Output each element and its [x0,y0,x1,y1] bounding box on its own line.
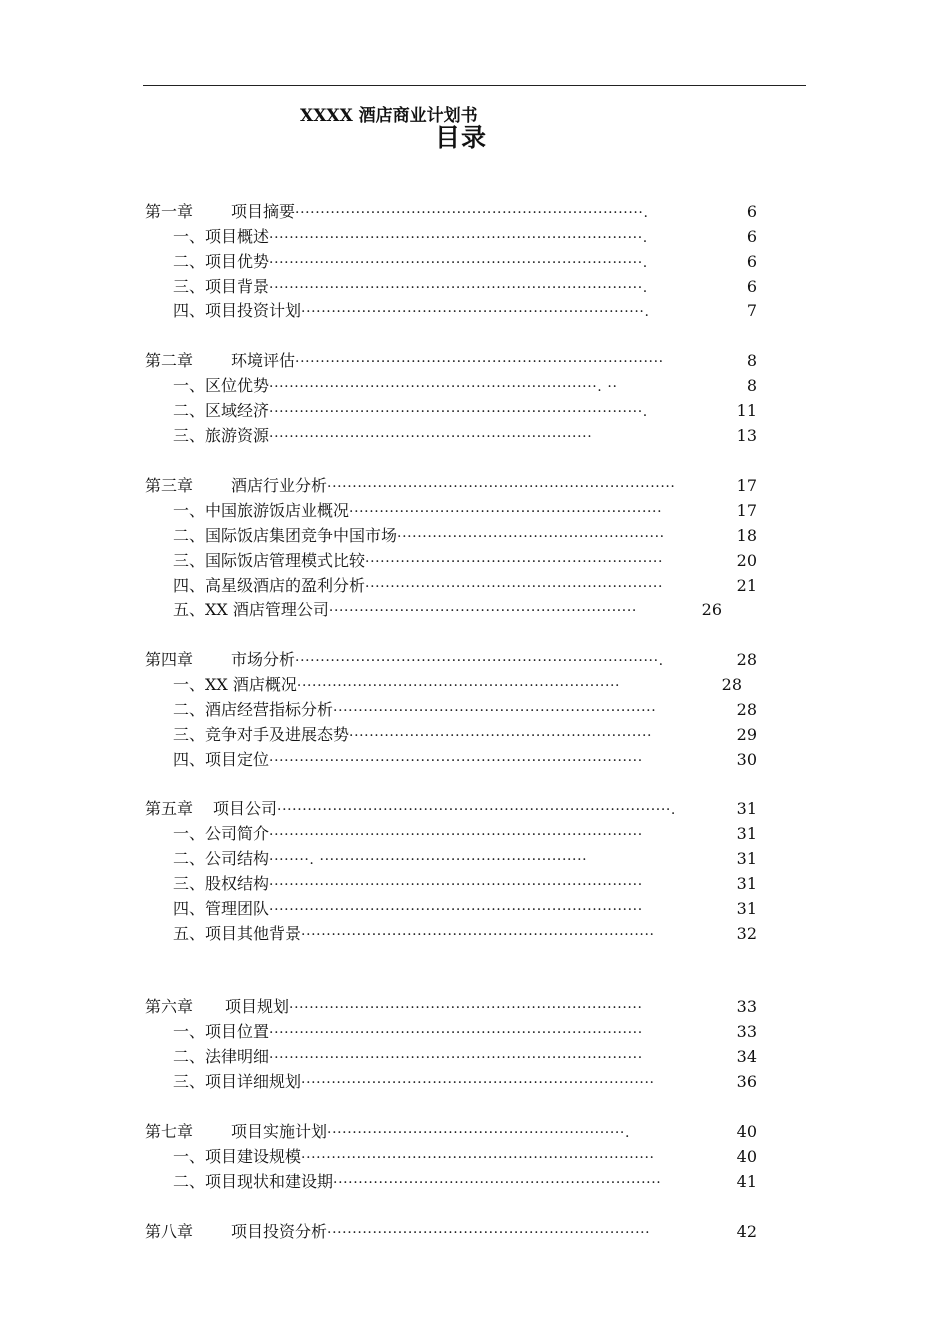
toc-entry-label [173,1047,269,1067]
toc-entry-label [173,899,269,919]
toc-section-entry[interactable] [173,426,757,446]
dot-leader: ······································································ [301,927,655,943]
chapter-number: 第八章 [145,1222,194,1241]
toc-entry-label [173,551,365,571]
section-title: 股权结构 [205,874,270,893]
toc-section-entry[interactable] [173,899,757,919]
page-number: 31 [736,824,757,843]
section-title: 旅游资源 [205,426,270,445]
section-number: 一、 [173,501,206,520]
toc-section-entry[interactable] [173,401,757,421]
section-title: 项目建设规模 [205,1147,302,1166]
toc-entry-label [145,202,295,222]
document-title: XXXX 酒店商业计划书 [300,106,478,126]
chapter-number: 第一章 [145,202,194,221]
toc-entry-label [173,376,269,396]
toc-entry-label [145,476,327,496]
page-number: 17 [736,476,757,495]
page-number: 26 [701,600,722,619]
toc-entry-label [173,700,333,720]
section-title: 公司结构 [205,849,270,868]
page-number: 42 [736,1222,757,1241]
chapter-title: 项目实施计划 [231,1122,328,1141]
section-number: 四、 [173,301,206,320]
toc-section-entry[interactable] [173,576,757,596]
toc-entry-label [173,501,349,521]
toc-section-entry[interactable] [173,252,757,272]
chapter-number: 第四章 [145,650,194,669]
toc-entry-label [173,1072,301,1092]
dot-leader: ······························································ [349,504,663,520]
page-number: 6 [746,202,757,221]
chapter-title: 项目投资分析 [231,1222,328,1241]
page-number: 8 [746,351,757,370]
section-number: 四、 [173,750,206,769]
section-title: 酒店经营指标分析 [205,700,334,719]
dot-leader: ····················································· [397,529,665,545]
page-number: 32 [736,924,757,943]
toc-section-entry[interactable] [173,277,757,297]
chapter-number: 第六章 [145,997,194,1016]
toc-section-entry[interactable] [173,227,757,247]
toc-section-entry[interactable] [173,675,742,695]
toc-section-entry[interactable] [173,824,757,844]
toc-entry-label [173,227,269,247]
section-title: 公司简介 [205,824,270,843]
page-number: 31 [736,874,757,893]
section-number: 三、 [173,426,206,445]
section-number: 二、 [173,401,206,420]
section-number: 一、 [173,1022,206,1041]
section-number: 三、 [173,551,206,570]
toc-chapter-entry[interactable] [145,1222,757,1242]
toc-section-entry[interactable] [173,725,757,745]
dot-leader: ····································································. [301,304,650,320]
section-number: 二、 [173,1047,206,1066]
toc-section-entry[interactable] [173,1147,757,1167]
section-number: 二、 [173,1172,206,1191]
toc-section-entry[interactable] [173,376,757,396]
dot-leader: ····································································· [327,479,676,495]
toc-section-entry[interactable] [173,1172,757,1192]
chapter-number: 第七章 [145,1122,194,1141]
section-title: 项目背景 [205,277,270,296]
toc-entry-label [173,750,269,770]
toc-entry-label [145,997,289,1017]
toc-entry-label [145,351,295,371]
section-title: 项目优势 [205,252,270,271]
section-title: 高星级酒店的盈利分析 [205,576,366,595]
section-number: 一、 [173,227,206,246]
dot-leader: ·········································································· [269,753,643,769]
section-title: 项目位置 [205,1022,270,1041]
section-number: 一、 [173,376,206,395]
page-number: 28 [736,650,757,669]
page-number: 7 [746,301,757,320]
toc-section-entry[interactable] [173,700,757,720]
section-title: 项目定位 [205,750,270,769]
toc-entry-label [173,824,269,844]
page-number: 34 [736,1047,757,1066]
toc-entry-label [173,526,397,546]
toc-section-entry[interactable] [173,874,757,894]
dot-leader: ········. ····················································· [269,852,588,868]
page-number: 30 [736,750,757,769]
section-number: 三、 [173,1072,206,1091]
toc-heading: 目录 [435,123,488,152]
section-number: 二、 [173,700,206,719]
toc-section-entry[interactable] [173,924,757,944]
toc-section-entry[interactable] [173,501,757,521]
dot-leader: ···························································. [327,1125,631,1141]
dot-leader: ·········································································· [269,1025,643,1041]
toc-entry-label [173,725,349,745]
section-title: 国际饭店管理模式比较 [205,551,366,570]
page-number: 31 [736,849,757,868]
section-title: 法律明细 [205,1047,270,1066]
toc-chapter-entry[interactable] [145,476,757,496]
dot-leader: ································································· [333,1175,662,1191]
toc-entry-label [173,426,269,446]
toc-entry-label [173,675,297,695]
dot-leader: ······································································ [301,1075,655,1091]
chapter-title: 市场分析 [231,650,296,669]
section-number: 三、 [173,277,206,296]
section-title: 项目投资计划 [205,301,302,320]
dot-leader: ··········································································. [269,255,648,271]
toc-entry-label [173,301,301,321]
dot-leader: ··························································· [365,579,663,595]
section-number: 一、 [173,675,206,694]
dot-leader: ·········································································· [269,877,643,893]
section-title: 区域经济 [205,401,270,420]
section-title: 国际饭店集团竞争中国市场 [205,526,398,545]
toc-entry-label [173,924,301,944]
section-number: 二、 [173,252,206,271]
page-number: 33 [736,997,757,1016]
section-number: 二、 [173,849,206,868]
toc-entry-label [173,1022,269,1042]
chapter-title: 环境评估 [231,351,296,370]
toc-chapter-entry[interactable] [145,351,757,371]
section-title: 项目详细规划 [205,1072,302,1091]
toc-entry-label [145,650,295,670]
toc-section-entry[interactable] [173,1022,757,1042]
chapter-title: 项目摘要 [231,202,296,221]
page-number: 6 [746,227,757,246]
toc-entry-label [173,401,269,421]
dot-leader: ·································································. ·· [269,379,618,395]
page-number: 28 [721,675,742,694]
page-number: 8 [746,376,757,395]
page-number: 18 [736,526,757,545]
toc-entry-label [173,874,269,894]
chapter-title: 项目规划 [225,997,290,1016]
toc-section-entry[interactable] [173,301,757,321]
section-title: XX 酒店管理公司 [205,600,329,619]
toc-entry-label [173,277,269,297]
section-title: 区位优势 [205,376,270,395]
section-title: 项目现状和建设期 [205,1172,334,1191]
section-title: 项目其他背景 [205,924,302,943]
page-number: 11 [736,401,757,420]
toc-chapter-entry[interactable] [145,1122,757,1142]
page-number: 33 [736,1022,757,1041]
section-title: 管理团队 [205,899,270,918]
toc-entry-label [173,1172,333,1192]
chapter-title: 酒店行业分析 [231,476,328,495]
section-number: 一、 [173,824,206,843]
page-number: 13 [736,426,757,445]
page-number: 36 [736,1072,757,1091]
page-number: 29 [736,725,757,744]
section-number: 三、 [173,725,206,744]
toc-chapter-entry[interactable] [145,650,757,670]
section-number: 一、 [173,1147,206,1166]
toc-entry-label [145,799,277,819]
toc-section-entry[interactable] [173,1072,757,1092]
dot-leader: ········································································. [295,653,664,669]
section-title: XX 酒店概况 [205,675,297,694]
page-number: 31 [736,899,757,918]
toc-entry-label [173,252,269,272]
page-number: 28 [736,700,757,719]
page-number: 6 [746,277,757,296]
toc-entry-label [173,849,269,869]
dot-leader: ··········································································. [269,404,648,420]
toc-entry-label [145,1122,327,1142]
dot-leader: ····························································· [328,603,637,619]
page-number: 6 [746,252,757,271]
dot-leader: ···························································· [349,728,653,744]
dot-leader: ··········································································. [269,280,648,296]
toc-section-entry[interactable] [173,600,722,620]
chapter-number: 第二章 [145,351,194,370]
toc-section-entry[interactable] [173,551,757,571]
section-number: 五、 [173,600,206,619]
chapter-number: 第五章 [145,799,194,818]
toc-section-entry[interactable] [173,526,757,546]
dot-leader: ··············································································. [277,802,676,818]
toc-section-entry[interactable] [173,750,757,770]
toc-entry-label [173,1147,301,1167]
section-number: 四、 [173,899,206,918]
section-title: 竞争对手及进展态势 [205,725,350,744]
dot-leader: ································································ [269,429,593,445]
dot-leader: ··········································································. [269,230,648,246]
dot-leader: ································································ [327,1225,651,1241]
section-title: 中国旅游饭店业概况 [205,501,350,520]
section-number: 五、 [173,924,206,943]
dot-leader: ································································ [296,678,621,694]
toc-chapter-entry[interactable] [145,997,757,1017]
dot-leader: ·········································································· [269,827,643,843]
page-number: 17 [736,501,757,520]
toc-entry-label [173,600,329,620]
toc-section-entry[interactable] [173,849,757,869]
section-title: 项目概述 [205,227,270,246]
dot-leader: ·········································································· [269,902,643,918]
chapter-title: 项目公司 [213,799,278,818]
section-number: 四、 [173,576,206,595]
page-number: 20 [736,551,757,570]
page-number: 40 [736,1122,757,1141]
toc-chapter-entry[interactable] [145,202,757,222]
toc-entry-label [173,576,365,596]
dot-leader: ··························································· [365,554,663,570]
page-number: 21 [736,576,757,595]
dot-leader: ·········································································· [269,1050,643,1066]
dot-leader: ······································································ [289,1000,643,1016]
page-number: 31 [736,799,757,818]
dot-leader: ······································································ [301,1150,655,1166]
dot-leader: ································································ [333,703,657,719]
chapter-number: 第三章 [145,476,194,495]
dot-leader: ········································································· [295,354,664,370]
page-number: 40 [736,1147,757,1166]
toc-entry-label [145,1222,327,1242]
toc-chapter-entry[interactable] [145,799,757,819]
page-number: 41 [736,1172,757,1191]
section-number: 二、 [173,526,206,545]
section-number: 三、 [173,874,206,893]
dot-leader: ·····································································. [295,205,649,221]
toc-section-entry[interactable] [173,1047,757,1067]
